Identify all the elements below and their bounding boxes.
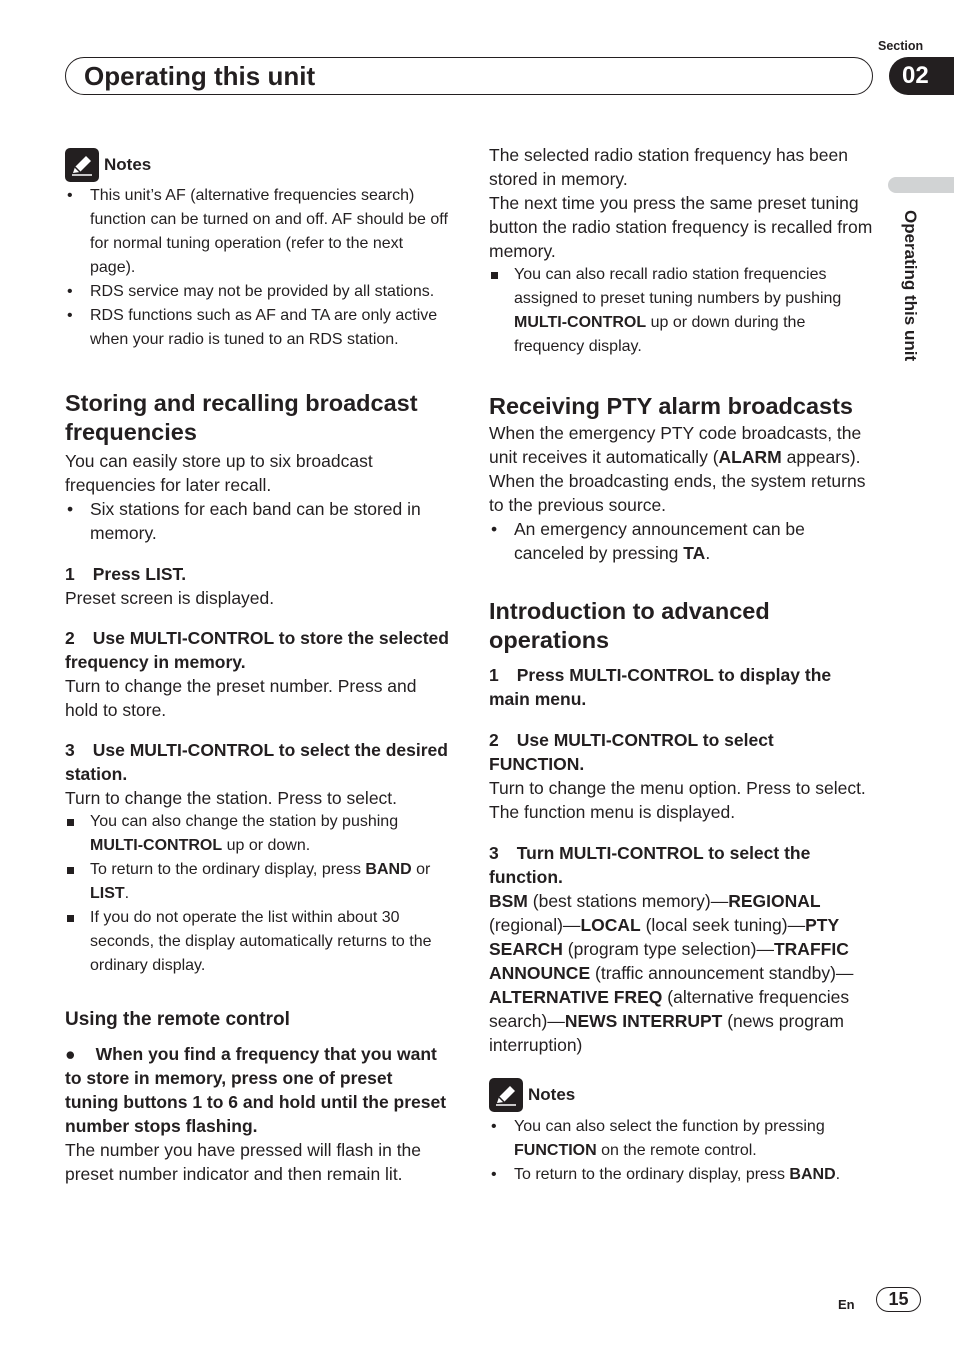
page-title: Operating this unit [84,61,316,91]
storing-bullet: • Six stations for each band can be stored in memory. [65,497,449,545]
remote-heading: Using the remote control [65,1009,290,1030]
language-label: En [838,1297,855,1312]
advanced-heading: Introduction to advanced operations [489,598,770,653]
notes-heading-2: Notes [489,1078,873,1112]
right-column [489,143,873,1187]
left-column [65,148,449,1186]
pty-bullet: • An emergency announcement can be canceled by pressing TA. [489,517,873,565]
adv-step-2-desc-2: The function menu is displayed. [489,802,736,822]
section-number-badge: 02 [889,57,954,95]
tip-item: If you do not operate the list within about 30 seconds, the display automatically returns to the ordinary display. [65,906,449,978]
note-item: • RDS functions such as AF and TA are only active when your radio is tuned to an RDS station. [65,304,449,352]
pencil-note-icon [489,1078,523,1112]
step-3: 3 Use MULTI-CONTROL to select the desired station. [65,740,448,784]
section-label: Section [878,39,924,53]
storing-heading: Storing and recalling broadcast frequencies [65,390,418,445]
adv-step-1: 1 Press MULTI-CONTROL to display the main menu. [489,665,832,709]
step-3-desc: Turn to change the station. Press to select. [65,788,398,808]
step-2-desc: Turn to change the preset number. Press and hold to store. [65,676,417,720]
pty-desc: When the emergency PTY code broadcasts, the unit receives it automatically (ALARM appears). When the broadcasting ends, the system returns to the previous source. [489,423,866,515]
adv-step-3: 3 Turn MULTI-CONTROL to select the function. [489,843,811,887]
tip-item: You can also change the station by pushing MULTI-CONTROL up or down. [65,810,449,858]
function-list: BSM (best stations memory)—REGIONAL (regional)—LOCAL (local seek tuning)—PTY SEARCH (program type selection)—TRAFFIC ANNOUNCE (traffic announcement standby)—ALTERNATIVE FREQ (alternative frequencies search)—NEWS INTERRUPT (news program interruption) [489,891,854,1055]
notes-heading: Notes [65,148,449,182]
note-item: • RDS service may not be provided by all stations. [65,280,449,304]
tip-item: To return to the ordinary display, press BAND or LIST. [65,858,449,906]
pty-heading: Receiving PTY alarm broadcasts [489,393,853,419]
adv-step-2-desc: Turn to change the menu option. Press to select. [489,778,866,798]
storing-intro: You can easily store up to six broadcast frequencies for later recall. [65,451,373,495]
step-2: 2 Use MULTI-CONTROL to store the selected frequency in memory. [65,628,449,672]
step-1: 1 Press LIST. [65,564,187,584]
pencil-note-icon [65,148,99,182]
remote-step: ● When you find a frequency that you want to store in memory, press one of preset tuning buttons 1 to 6 and hold until the preset number stops flashing. [65,1044,447,1136]
note-item: • To return to the ordinary display, press BAND. [489,1163,873,1187]
side-tab-label: Operating this unit [901,210,920,362]
note-item: • You can also select the function by pressing FUNCTION on the remote control. [489,1115,873,1163]
remote-desc: The number you have pressed will flash in the preset number indicator and then remain lit. [65,1140,422,1184]
recall-text: The next time you press the same preset tuning button the radio station frequency is recalled from memory. [489,193,873,261]
memory-stored-text: The selected radio station frequency has been stored in memory. [489,145,848,189]
step-1-desc: Preset screen is displayed. [65,588,275,608]
page-number: 15 [876,1287,921,1312]
note-item: • This unit’s AF (alternative frequencies search) function can be turned on and off. AF should be off for normal tuning operation (refer to the next page). [65,184,449,280]
adv-step-2: 2 Use MULTI-CONTROL to select FUNCTION. [489,730,774,774]
side-tab [888,177,954,193]
tip-item: You can also recall radio station frequencies assigned to preset tuning numbers by pushing MULTI-CONTROL up or down during the frequency display. [489,263,873,359]
